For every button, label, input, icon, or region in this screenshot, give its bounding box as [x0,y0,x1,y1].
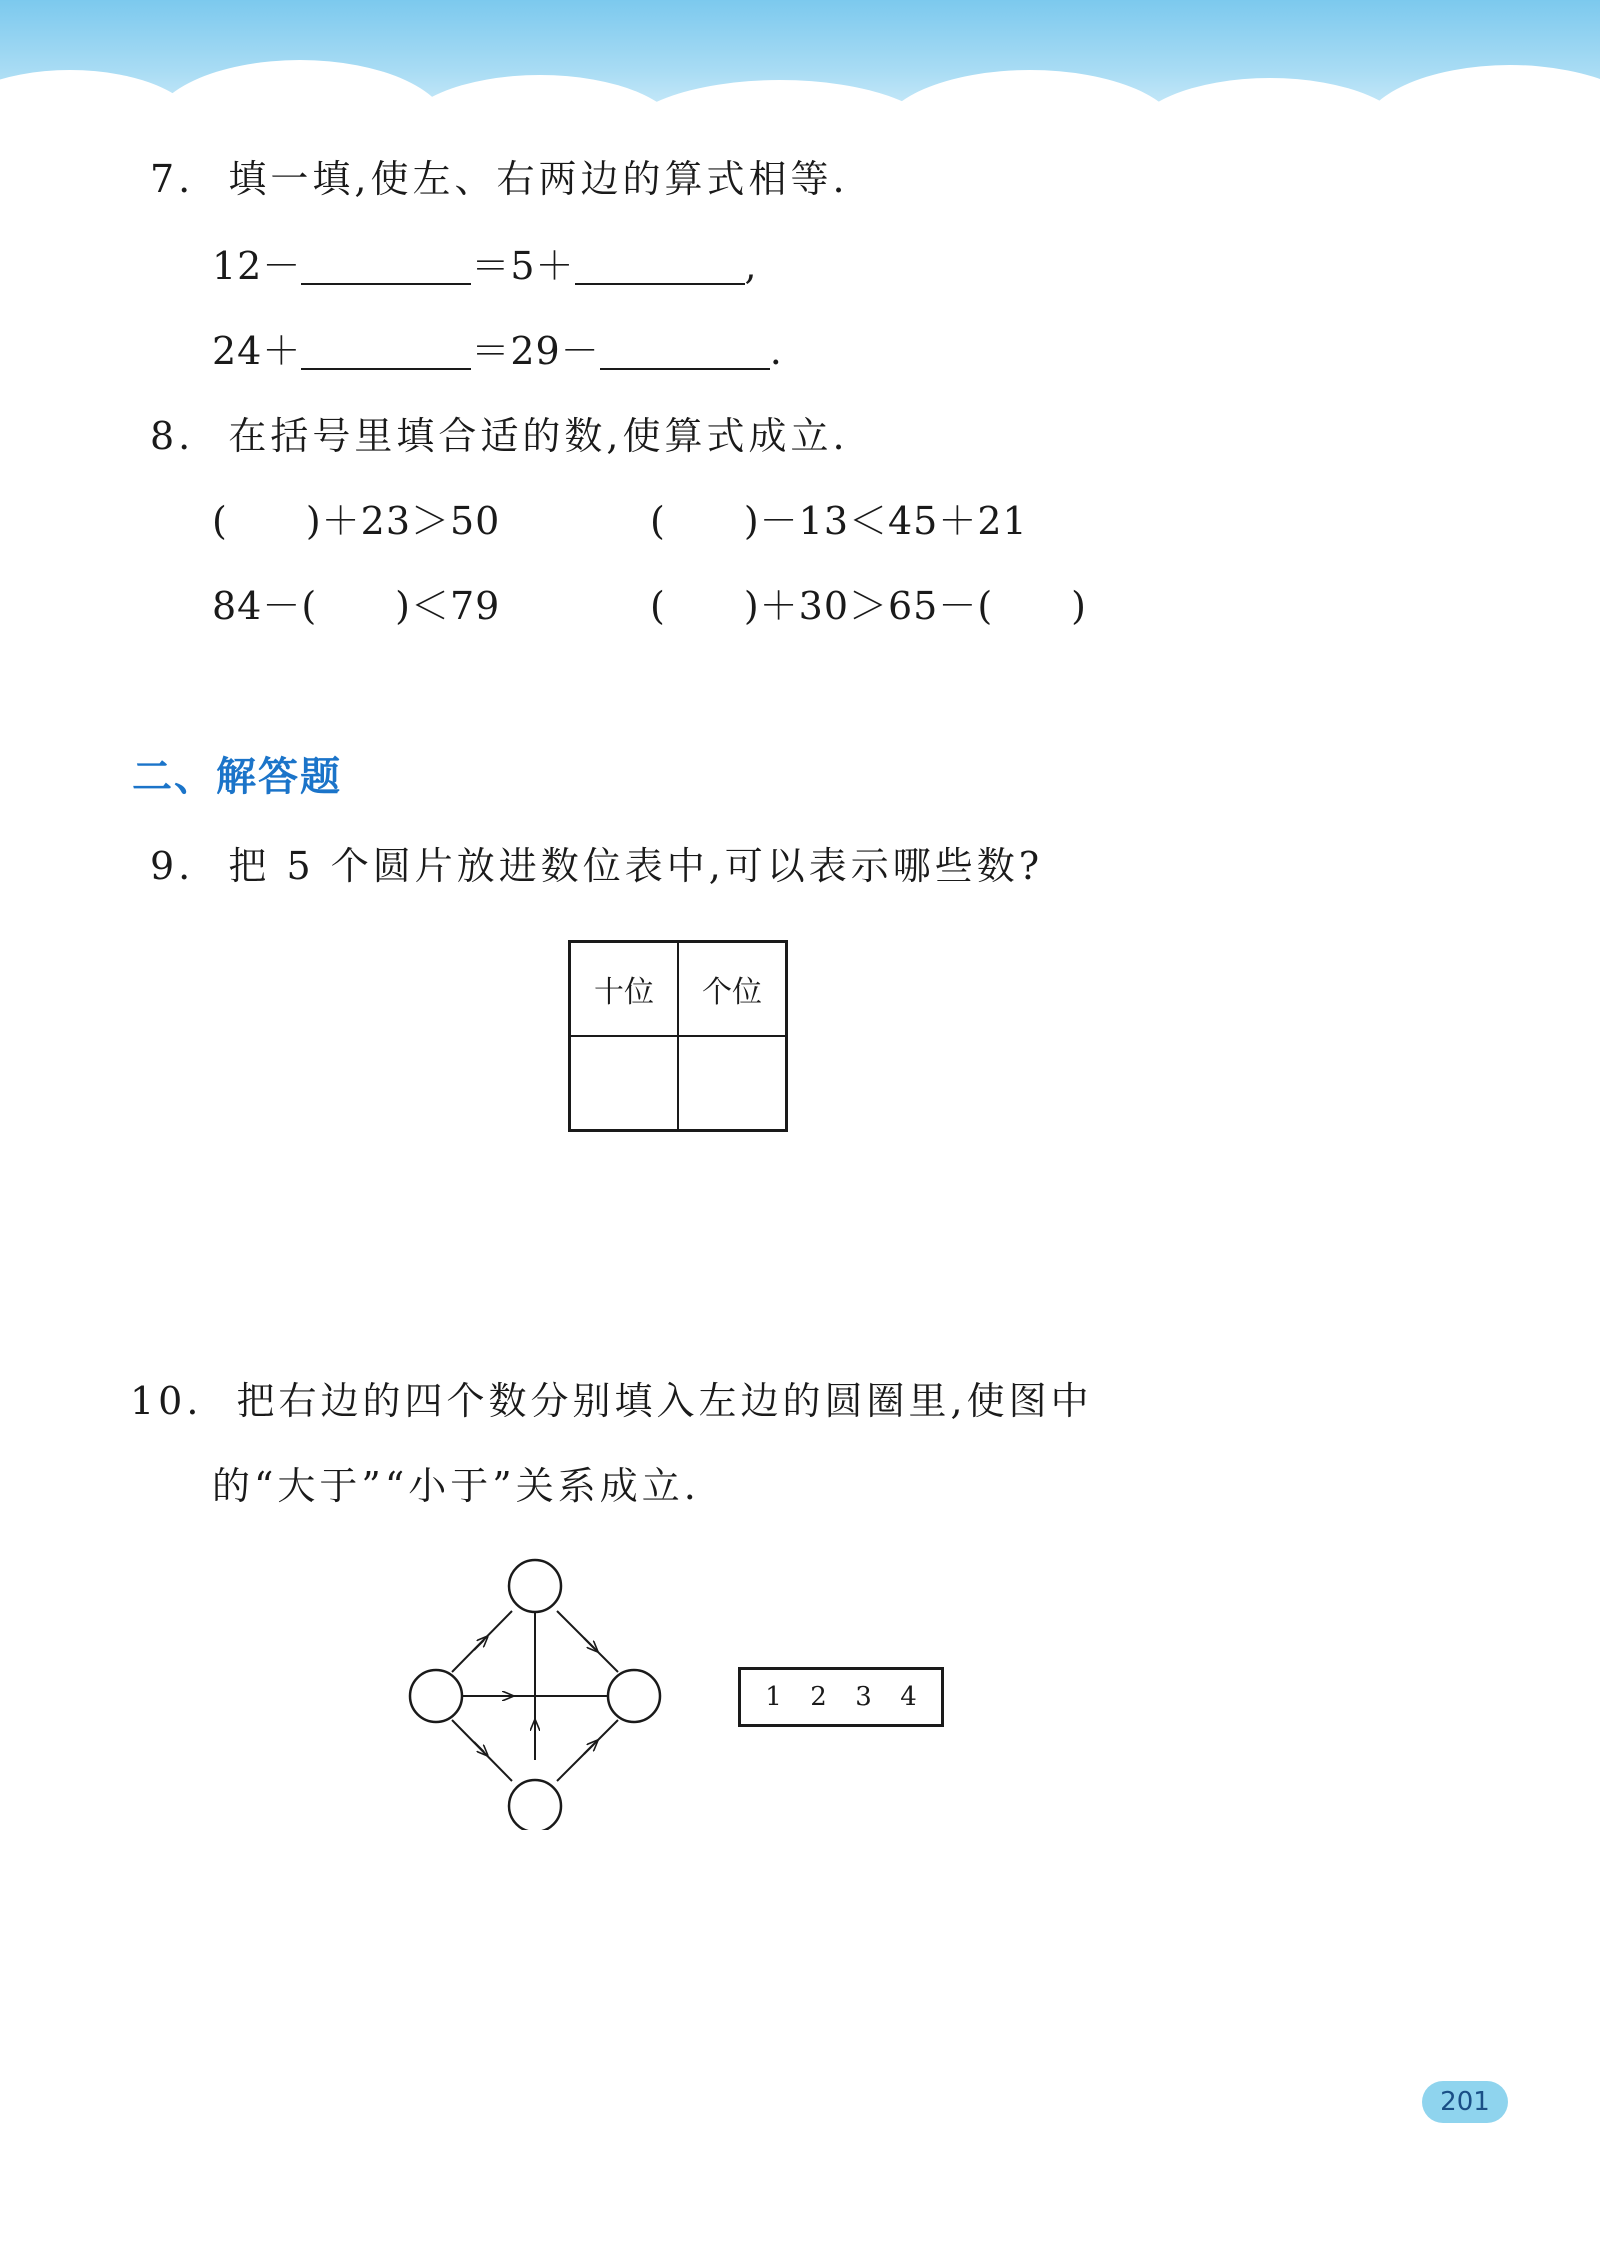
header-sky-banner [0,0,1600,130]
place-value-table [568,940,788,1132]
q8-expression-3: 84－( )＜79 [212,584,501,628]
ones-header: 个位 [678,942,787,1037]
q7-equation-1: 12－ ＝5＋ , [212,244,758,288]
answer-blank[interactable] [301,334,471,370]
answer-blank[interactable] [301,249,471,285]
arrow-head [584,1638,594,1648]
circle-left[interactable] [410,1670,462,1722]
question-text: 填一填,使左、右两边的算式相等. [228,157,849,201]
choice-number: 3 [855,1682,872,1712]
arrow-head [584,1744,594,1754]
question-text: 把右边的四个数分别填入左边的圆圈里,使图中 [236,1379,1093,1423]
section-heading: 二、解答题 [132,754,342,800]
arrow-head [474,1742,484,1752]
tens-cell[interactable] [570,1036,679,1131]
q8-expression-2: ( )－13＜45＋21 [650,499,1028,543]
question-text: 在括号里填合适的数,使算式成立. [228,414,849,458]
circle-top[interactable] [509,1560,561,1612]
choice-number: 4 [900,1682,917,1712]
question-10-continued: 的“大于”“小于”关系成立. [212,1464,700,1508]
question-number: 7. [150,157,195,201]
question-number: 8. [150,414,195,458]
circle-bottom[interactable] [509,1780,561,1830]
choice-number: 2 [810,1682,827,1712]
question-9 [150,835,1043,890]
answer-blank[interactable] [600,334,770,370]
tens-header: 十位 [570,942,679,1037]
question-10 [130,1370,1093,1425]
q7-equation-2: 24＋ ＝29－ . [212,329,783,373]
question-text: 把 5 个圆片放进数位表中,可以表示哪些数? [228,844,1044,888]
answer-blank[interactable] [575,249,745,285]
question-number: 9. [150,844,195,888]
relation-diagram [400,1555,680,1830]
arrow-head [474,1640,484,1650]
q8-expression-4: ( )＋30＞65－( ) [650,584,1088,628]
question-7 [150,148,849,203]
choice-number: 1 [765,1682,782,1712]
ones-cell[interactable] [678,1036,787,1131]
number-choices-box [738,1667,944,1727]
question-number: 10. [130,1379,203,1423]
question-8 [150,405,849,460]
page-number: 201 [1422,2081,1508,2123]
q8-expression-1: ( )＋23＞50 [212,499,501,543]
circle-right[interactable] [608,1670,660,1722]
